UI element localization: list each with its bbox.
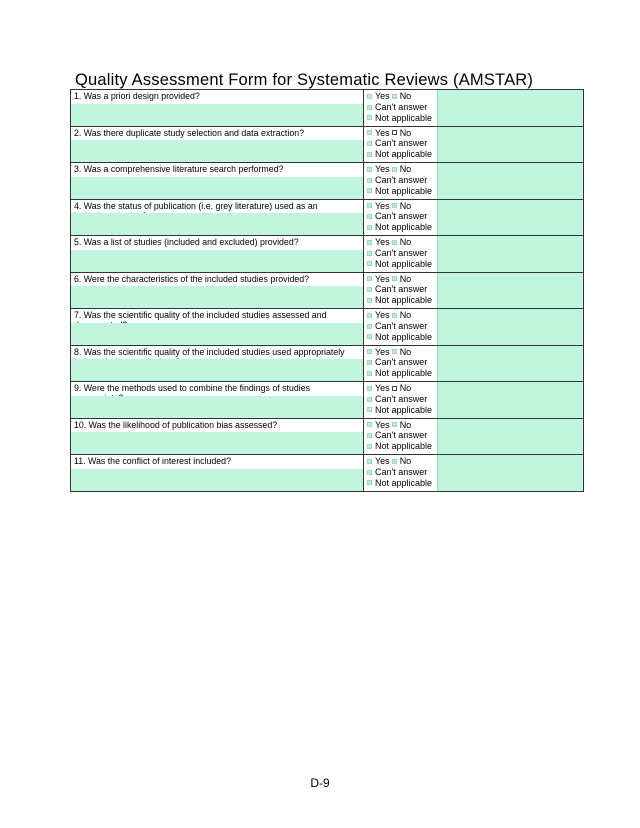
cant-answer-checkbox[interactable]	[367, 251, 372, 256]
question-comment-field[interactable]	[71, 469, 363, 491]
not-applicable-label: Not applicable	[375, 185, 433, 196]
question-text: 9. Were the methods used to combine the findings of studies	[74, 383, 351, 403]
question-row	[71, 200, 583, 237]
yes-label: Yes	[375, 273, 390, 284]
notes-field[interactable]	[437, 163, 583, 199]
yes-label: Yes	[375, 419, 390, 430]
answer-options	[364, 90, 437, 126]
notes-field[interactable]	[437, 455, 583, 491]
yes-label: Yes	[375, 200, 390, 211]
not-applicable-checkbox[interactable]	[367, 334, 372, 339]
not-applicable-checkbox[interactable]	[367, 480, 372, 485]
yes-checkbox[interactable]	[367, 459, 372, 464]
question-text: 7. Was the scientific quality of the included studies assessed and	[74, 310, 351, 330]
not-applicable-label: Not applicable	[375, 441, 433, 452]
cant-answer-label: Can't answer	[375, 174, 428, 185]
question-text: 6. Were the characteristics of the included studies provided?	[74, 274, 351, 284]
cant-answer-checkbox[interactable]	[367, 141, 372, 146]
yes-label: Yes	[375, 164, 390, 174]
question-text: 10. Was the likelihood of publication bias assessed?	[74, 420, 351, 430]
question-text: 4. Was the status of publication (i.e. grey literature) used as an	[74, 201, 351, 221]
notes-field[interactable]	[437, 419, 583, 455]
question-comment-field[interactable]	[71, 213, 363, 235]
not-applicable-label: Not applicable	[375, 222, 433, 233]
answer-options	[364, 273, 437, 309]
notes-field[interactable]	[437, 346, 583, 382]
question-text: 1. Was a priori design provided?	[74, 91, 351, 101]
no-label: No	[399, 164, 412, 174]
cant-answer-checkbox[interactable]	[367, 178, 372, 183]
question-cell	[71, 90, 364, 126]
question-cell	[71, 419, 364, 455]
question-comment-field[interactable]	[71, 396, 363, 418]
cant-answer-label: Can't answer	[375, 101, 428, 112]
not-applicable-label: Not applicable	[375, 404, 433, 415]
not-applicable-checkbox[interactable]	[367, 152, 372, 157]
not-applicable-checkbox[interactable]	[367, 407, 372, 412]
cant-answer-checkbox[interactable]	[367, 324, 372, 329]
question-comment-field[interactable]	[71, 177, 363, 199]
notes-field[interactable]	[437, 127, 583, 163]
cant-answer-label: Can't answer	[375, 138, 428, 149]
no-label: No	[399, 310, 412, 320]
question-comment-field[interactable]	[71, 323, 363, 345]
question-cell	[71, 346, 364, 382]
answer-options	[364, 346, 437, 382]
question-comment-field[interactable]	[71, 250, 363, 272]
yes-checkbox[interactable]	[367, 203, 372, 208]
answer-options	[364, 127, 437, 163]
cant-answer-checkbox[interactable]	[367, 433, 372, 438]
question-text: 2. Was there duplicate study selection and data extraction?	[74, 128, 351, 138]
question-cell	[71, 200, 364, 236]
question-cell	[71, 127, 364, 163]
assessment-table	[70, 89, 584, 492]
cant-answer-label: Can't answer	[375, 466, 428, 477]
question-row	[71, 163, 583, 200]
cant-answer-label: Can't answer	[375, 320, 428, 331]
not-applicable-label: Not applicable	[375, 112, 433, 123]
cant-answer-checkbox[interactable]	[367, 397, 372, 402]
yes-label: Yes	[375, 456, 390, 466]
question-row	[71, 236, 583, 273]
yes-checkbox[interactable]	[367, 313, 372, 318]
question-cell	[71, 382, 364, 418]
not-applicable-label: Not applicable	[375, 477, 433, 488]
yes-checkbox[interactable]	[367, 349, 372, 354]
yes-label: Yes	[375, 383, 390, 393]
answer-options	[364, 163, 437, 199]
question-comment-field[interactable]	[71, 286, 363, 308]
answer-options	[364, 200, 437, 236]
yes-checkbox[interactable]	[367, 240, 372, 245]
not-applicable-label: Not applicable	[375, 258, 433, 269]
not-applicable-label: Not applicable	[375, 295, 433, 306]
notes-field[interactable]	[437, 236, 583, 272]
no-checkbox[interactable]	[392, 459, 397, 464]
question-comment-field[interactable]	[71, 359, 363, 381]
notes-field[interactable]	[437, 309, 583, 345]
answer-options	[364, 419, 437, 455]
no-label: No	[399, 273, 412, 284]
yes-label: Yes	[375, 127, 390, 138]
notes-field[interactable]	[437, 382, 583, 418]
no-checkbox[interactable]	[392, 130, 397, 135]
cant-answer-label: Can't answer	[375, 357, 428, 368]
no-checkbox[interactable]	[392, 203, 397, 208]
no-checkbox[interactable]	[392, 240, 397, 245]
not-applicable-checkbox[interactable]	[367, 188, 372, 193]
answer-options	[364, 382, 437, 418]
no-label: No	[399, 383, 412, 393]
question-row	[71, 419, 583, 456]
not-applicable-checkbox[interactable]	[367, 261, 372, 266]
question-row	[71, 455, 583, 492]
no-checkbox[interactable]	[392, 349, 397, 354]
question-cell	[71, 236, 364, 272]
no-label: No	[399, 91, 412, 101]
answer-options	[364, 309, 437, 345]
not-applicable-label: Not applicable	[375, 368, 433, 379]
cant-answer-checkbox[interactable]	[367, 470, 372, 475]
yes-checkbox[interactable]	[367, 386, 372, 391]
no-checkbox[interactable]	[392, 386, 397, 391]
cant-answer-checkbox[interactable]	[367, 287, 372, 292]
not-applicable-label: Not applicable	[375, 331, 433, 342]
question-row	[71, 346, 583, 383]
no-checkbox[interactable]	[392, 94, 397, 99]
cant-answer-label: Can't answer	[375, 247, 428, 258]
not-applicable-checkbox[interactable]	[367, 371, 372, 376]
question-row	[71, 90, 583, 127]
cant-answer-label: Can't answer	[375, 393, 428, 404]
question-cell	[71, 163, 364, 199]
yes-checkbox[interactable]	[367, 94, 372, 99]
yes-label: Yes	[375, 91, 390, 101]
question-text: 11. Was the conflict of interest included?	[74, 456, 351, 466]
question-text: 3. Was a comprehensive literature search performed?	[74, 164, 351, 174]
cant-answer-checkbox[interactable]	[367, 105, 372, 110]
no-checkbox[interactable]	[392, 276, 397, 281]
answer-options	[364, 236, 437, 272]
yes-label: Yes	[375, 237, 390, 247]
not-applicable-checkbox[interactable]	[367, 115, 372, 120]
no-label: No	[399, 237, 412, 247]
cant-answer-checkbox[interactable]	[367, 360, 372, 365]
question-text: 5. Was a list of studies (included and excluded) provided?	[74, 237, 351, 247]
no-label: No	[399, 419, 412, 430]
question-cell	[71, 309, 364, 345]
not-applicable-checkbox[interactable]	[367, 225, 372, 230]
not-applicable-checkbox[interactable]	[367, 444, 372, 449]
question-comment-field[interactable]	[71, 432, 363, 454]
yes-label: Yes	[375, 346, 390, 357]
question-cell	[71, 273, 364, 309]
no-checkbox[interactable]	[392, 313, 397, 318]
question-row	[71, 309, 583, 346]
no-label: No	[399, 127, 412, 138]
question-comment-field[interactable]	[71, 104, 363, 126]
question-comment-field[interactable]	[71, 140, 363, 162]
not-applicable-label: Not applicable	[375, 149, 433, 160]
notes-field[interactable]	[437, 200, 583, 236]
question-cell	[71, 455, 364, 491]
yes-checkbox[interactable]	[367, 130, 372, 135]
yes-checkbox[interactable]	[367, 422, 372, 427]
yes-checkbox[interactable]	[367, 167, 372, 172]
question-row	[71, 273, 583, 310]
answer-options	[364, 455, 437, 491]
no-label: No	[399, 456, 412, 466]
page-number: D-9	[310, 776, 330, 790]
no-checkbox[interactable]	[392, 167, 397, 172]
yes-checkbox[interactable]	[367, 276, 372, 281]
question-text: 8. Was the scientific quality of the included studies used appropriately	[74, 347, 351, 367]
question-row	[71, 382, 583, 419]
notes-field[interactable]	[437, 90, 583, 126]
notes-field[interactable]	[437, 273, 583, 309]
cant-answer-checkbox[interactable]	[367, 214, 372, 219]
cant-answer-label: Can't answer	[375, 284, 428, 295]
not-applicable-checkbox[interactable]	[367, 298, 372, 303]
no-label: No	[399, 346, 412, 357]
no-label: No	[399, 200, 412, 211]
no-checkbox[interactable]	[392, 422, 397, 427]
form-title: Quality Assessment Form for Systematic Reviews (AMSTAR)	[75, 71, 534, 89]
question-row	[71, 127, 583, 164]
yes-label: Yes	[375, 310, 390, 320]
cant-answer-label: Can't answer	[375, 211, 428, 222]
cant-answer-label: Can't answer	[375, 430, 428, 441]
